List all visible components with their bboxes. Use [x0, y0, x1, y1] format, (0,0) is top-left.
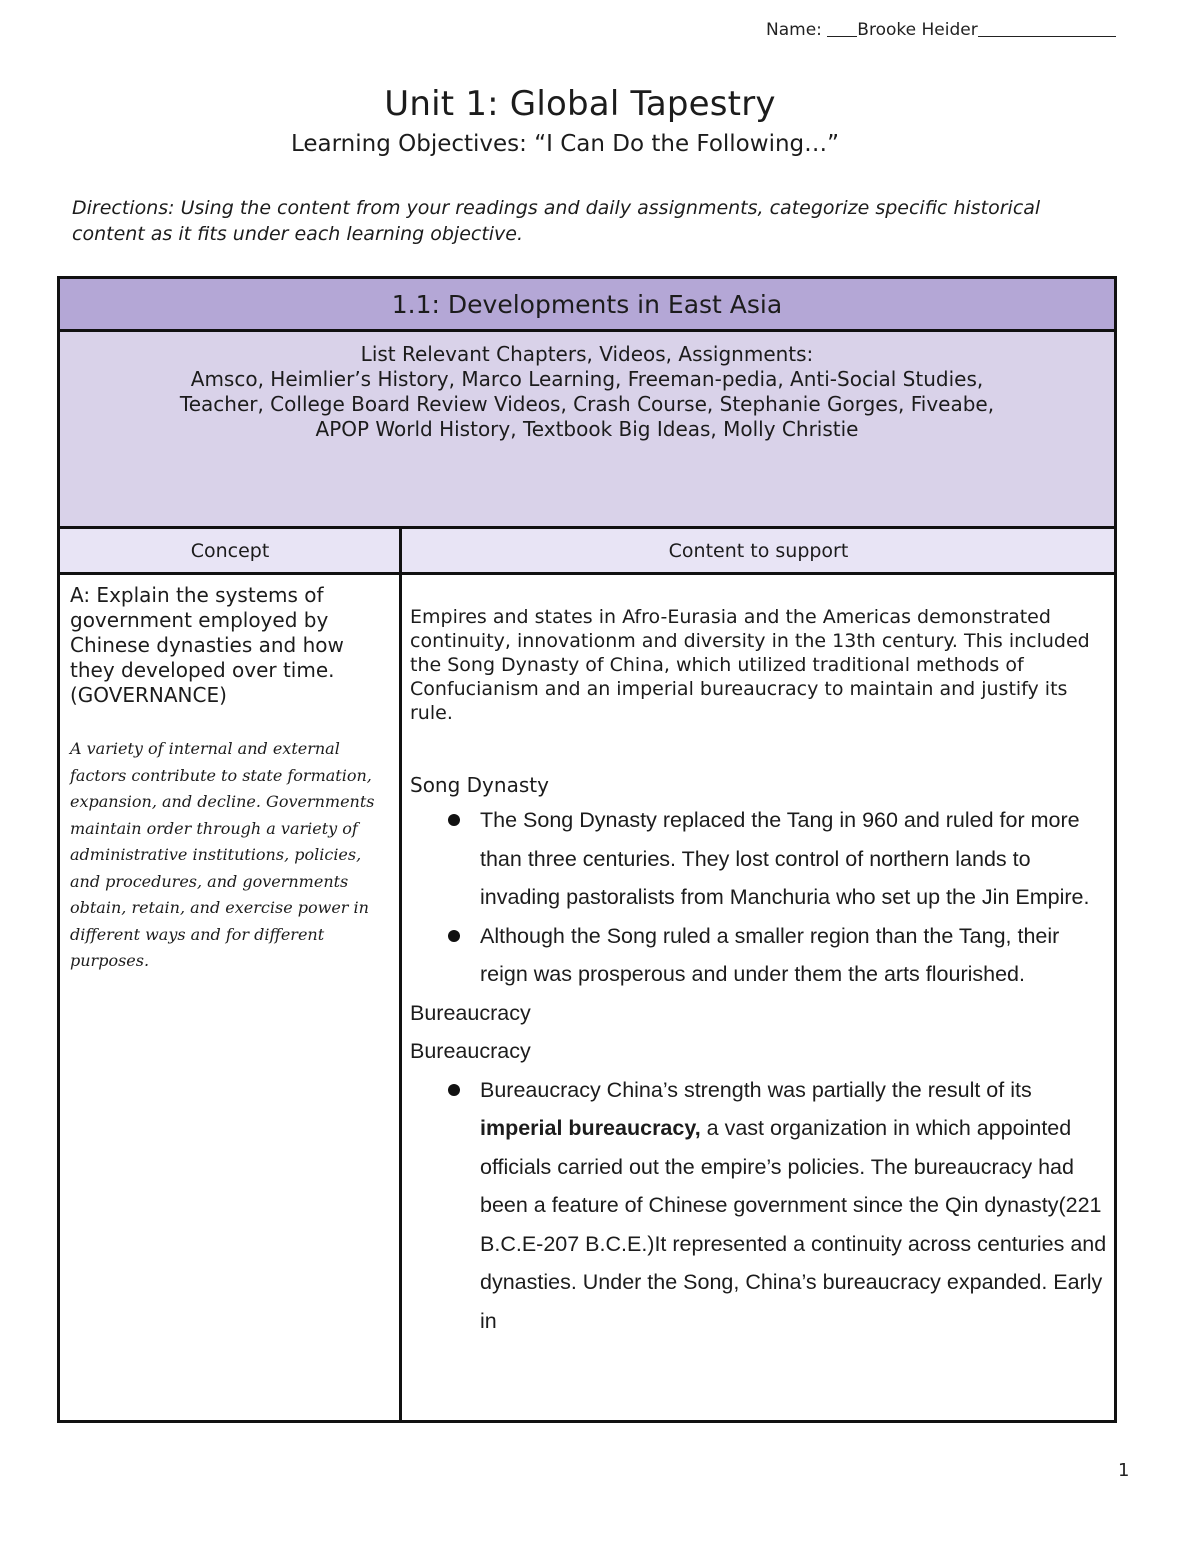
concept-column-header: Concept	[190, 539, 270, 562]
bullet-icon	[448, 814, 460, 826]
song-dynasty-label: Song Dynasty	[410, 773, 549, 797]
page-title: Unit 1: Global Tapestry	[384, 84, 776, 124]
bureaucracy-bullets	[410, 1071, 1110, 1341]
resources-line: List Relevant Chapters, Videos, Assignments:	[360, 342, 814, 366]
concept-text: A: Explain the systems of government employed by Chinese dynasties and how they developed over time. (GOVERNANCE)	[70, 583, 344, 707]
resources-line: Teacher, College Board Review Videos, Crash Course, Stephanie Gorges, Fiveabe,	[179, 392, 995, 416]
song-bullets	[410, 801, 1110, 994]
content-column-header: Content to support	[668, 539, 849, 562]
list-item: Although the Song ruled a smaller region than the Tang, their reign was prosperous and under them the arts flourished.	[410, 917, 1110, 994]
resources-line: APOP World History, Textbook Big Ideas, Molly Christie	[315, 417, 859, 441]
directions-label: Directions:	[72, 197, 175, 219]
content-intro: Empires and states in Afro-Eurasia and the Americas demonstrated continuity, innovationm and diversity in the 13th century. This included the Song Dynasty of China, which utilized traditional methods of Confucianism and an imperial bureaucracy to maintain and justify its rule.	[410, 606, 1090, 724]
page-subtitle: Learning Objectives: “I Can Do the Following…”	[290, 131, 840, 157]
bold-term: imperial bureaucracy,	[480, 1116, 701, 1140]
bullet-icon	[448, 1084, 460, 1096]
relevant-resources	[60, 332, 1114, 529]
concept-key-idea: A variety of internal and external factors contribute to state formation, expansion, and decline. Governments maintain order through a variety of administrative institutions, policies, and procedures, and governments obtain, retain, and exercise power in different ways and for different purposes.	[70, 739, 375, 970]
student-name-line	[766, 20, 1146, 40]
directions-text: Using the content from your readings and daily assignments, categorize specific historical content as it fits under each learning objective.	[72, 197, 1041, 245]
name-label: Name:	[766, 20, 822, 40]
directions	[72, 195, 1072, 247]
column-headers	[60, 529, 1114, 575]
bullet-icon	[448, 930, 460, 942]
list-item: The Song Dynasty replaced the Tang in 960 and ruled for more than three centuries. They lost control of northern lands to invading pastoralists from Manchuria who set up the Jin Empire.	[410, 801, 1110, 917]
column-divider	[399, 529, 402, 1423]
bureaucracy-label: Bureaucracy	[410, 1039, 531, 1063]
list-item: Bureaucracy China’s strength was partially the result of its imperial bureaucracy, a vast organization in which appointed officials carried out the empire’s policies. The bureaucracy had been a feature of Chinese government since the Qin dynasty(221 B.C.E-207 B.C.E.)It represented a continuity across centuries and dynasties. Under the Song, China’s bureaucracy expanded. Early in	[410, 1071, 1110, 1341]
content-cell	[410, 605, 1110, 1340]
concept-cell	[70, 583, 390, 975]
page-number: 1	[1118, 1460, 1130, 1481]
name-value: Brooke Heider	[857, 20, 978, 40]
resources-line: Amsco, Heimlier’s History, Marco Learning, Freeman-pedia, Anti-Social Studies,	[190, 367, 984, 391]
objectives-table	[57, 276, 1117, 1423]
section-title: 1.1: Developments in East Asia	[60, 279, 1114, 332]
bureaucracy-label: Bureaucracy	[410, 1000, 531, 1025]
